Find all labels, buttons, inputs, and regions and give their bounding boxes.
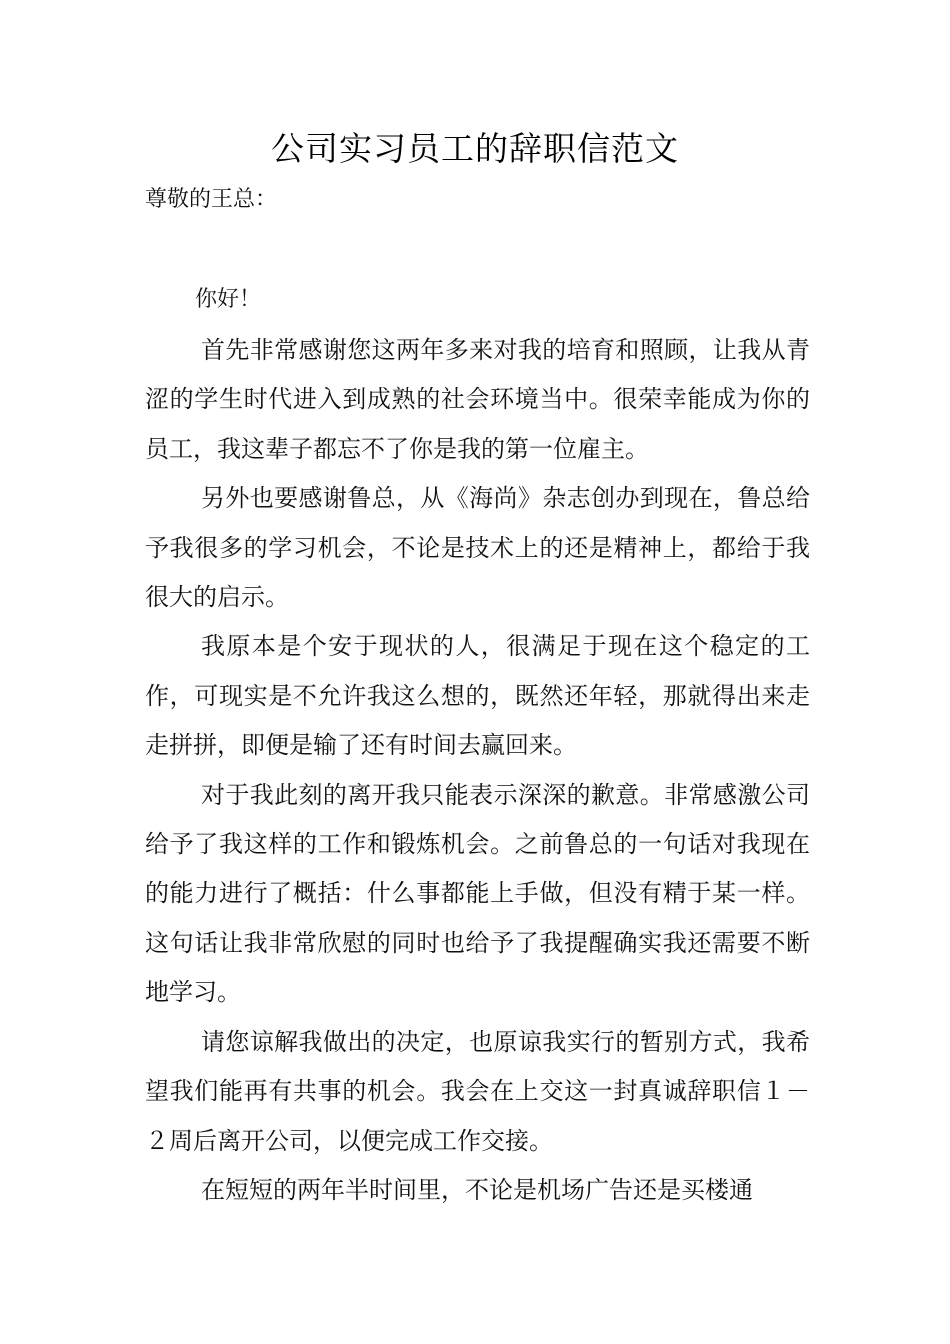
paragraph: 我原本是个安于现状的人，很满足于现在这个稳定的工作，可现实是不允许我这么想的，既然还年轻，那就得出来走走拼拼，即便是输了还有时间去赢回来。 xyxy=(145,632,810,760)
salutation: 尊敬的王总： xyxy=(145,187,278,212)
paragraph: 首先非常感谢您这两年多来对我的培育和照顾，让我从青涩的学生时代进入到成熟的社会环境当中。很荣幸能成为你的员工，我这辈子都忘不了你是我的第一位雇主。 xyxy=(145,336,810,463)
paragraph: 在短短的两年半时间里，不论是机场广告还是买楼通 xyxy=(201,1175,753,1204)
paragraph: 请您谅解我做出的决定，也原谅我实行的暂别方式，我希望我们能再有共事的机会。我会在上交这一封真诚辞职信１－２周后离开公司，以便完成工作交接。 xyxy=(145,1027,810,1155)
paragraph: 对于我此刻的离开我只能表示深深的歉意。非常感激公司给予了我这样的工作和锻炼机会。之前鲁总的一句话对我现在的能力进行了概括：什么事都能上手做，但没有精于某一样。这句话让我非常欣慰的同时也给予了我提醒确实我还需要不断地学习。 xyxy=(145,780,810,1007)
letter-body xyxy=(145,326,810,1215)
greeting: 你好！ xyxy=(195,287,262,312)
document-title: 公司实习员工的辞职信范文 xyxy=(271,129,679,168)
paragraph: 另外也要感谢鲁总，从《海尚》杂志创办到现在，鲁总给予我很多的学习机会，不论是技术上的还是精神上，都给于我很大的启示。 xyxy=(145,484,810,612)
